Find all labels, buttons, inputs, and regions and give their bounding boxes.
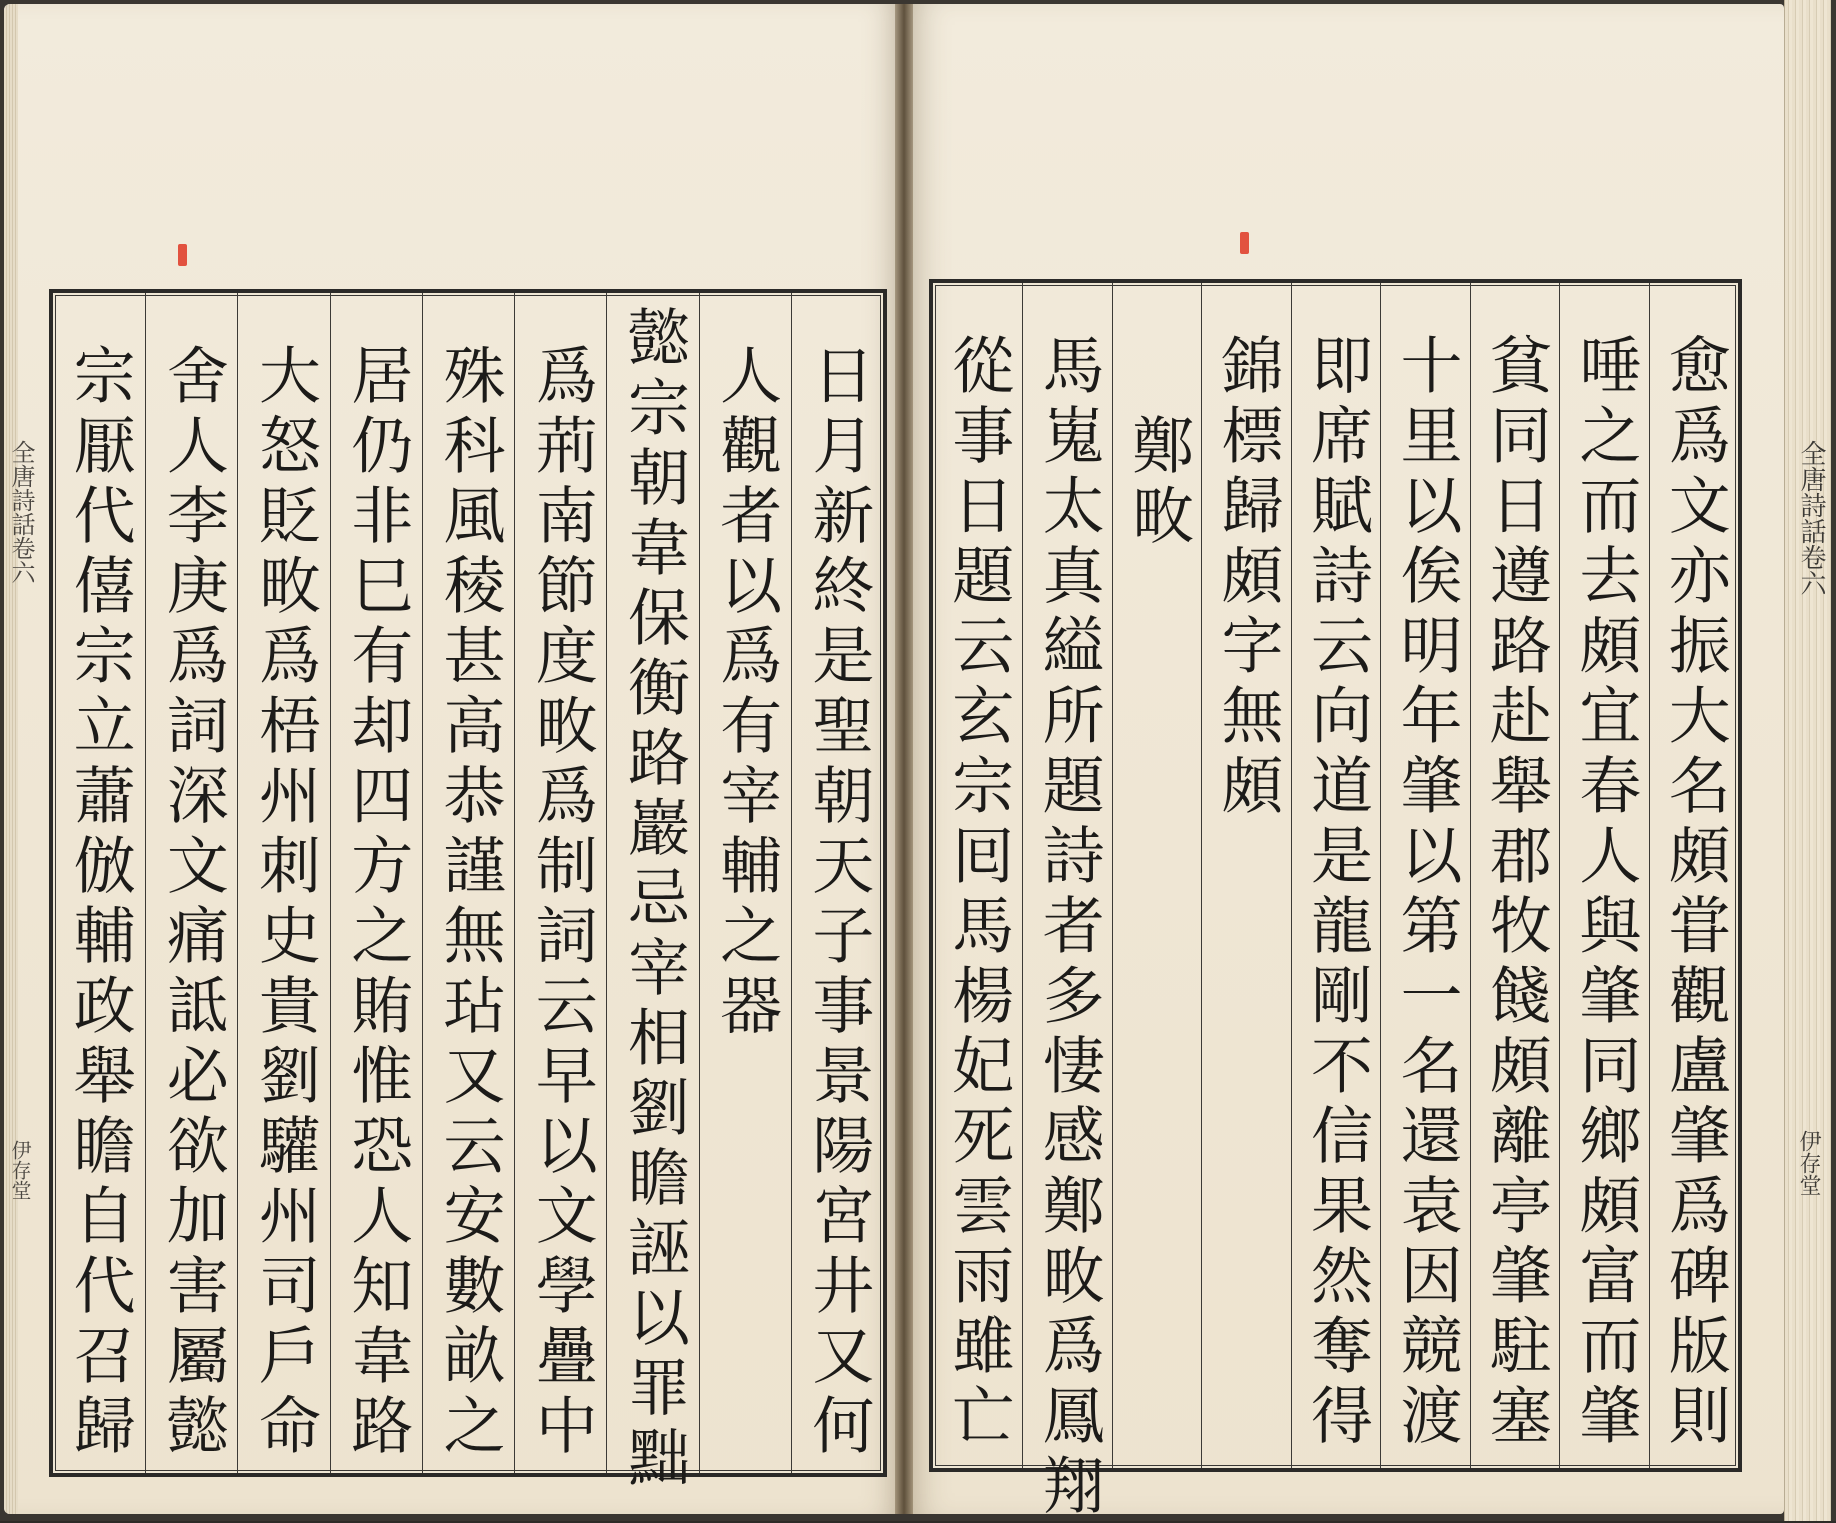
right_page-column-3 bbox=[1470, 283, 1560, 1468]
right_page-column-text: 錦標歸頗字無頗 bbox=[1211, 333, 1285, 823]
left_page-column-text: 爲荊南節度畋爲制詞云早以文學疊中 bbox=[525, 343, 599, 1463]
left-page bbox=[4, 4, 904, 1514]
right_page-column-5 bbox=[1291, 283, 1381, 1468]
left_page-column-text: 宗厭代僖宗立蕭倣輔政舉瞻自代召歸 bbox=[63, 343, 137, 1463]
left_page-column-3 bbox=[606, 293, 699, 1495]
right_page-column-1 bbox=[1649, 283, 1739, 1468]
right_page-column-6 bbox=[1201, 283, 1291, 1468]
left_page-column-text: 人觀者以爲有宰輔之器 bbox=[709, 343, 783, 1043]
center-label-right-bottom: 伊存堂 bbox=[1796, 1130, 1821, 1196]
left_page-column-text: 舍人李庚爲詞深文痛詆必欲加害屬懿 bbox=[156, 343, 230, 1463]
left_page-column-1 bbox=[791, 293, 884, 1473]
right_page-column-text: 鄭畋 bbox=[1121, 413, 1195, 553]
left-book-edge bbox=[4, 4, 18, 1514]
fore-edge-with-margin-labels bbox=[1784, 0, 1831, 1521]
left_page-column-text: 懿宗朝韋保衡路巖忌宰相劉瞻誣以罪黜 bbox=[617, 305, 691, 1495]
left-page-frame bbox=[49, 289, 887, 1495]
right_page-column-4 bbox=[1380, 283, 1470, 1468]
book-gutter bbox=[895, 4, 913, 1514]
left_page-column-6 bbox=[330, 293, 423, 1473]
right_page-column-8 bbox=[1022, 283, 1112, 1523]
right_page-column-text: 唾之而去頗宜春人與肇同鄉頗富而肇 bbox=[1568, 333, 1642, 1453]
right_page-column-text: 馬嵬太真縊所題詩者多悽感鄭畋爲鳳翔 bbox=[1032, 333, 1106, 1523]
right-page-frame bbox=[929, 279, 1742, 1523]
left_page-column-text: 居仍非巳有却四方之賄惟恐人知韋路 bbox=[340, 343, 414, 1463]
center-label-right: 全唐詩話卷六 bbox=[1796, 440, 1826, 596]
left_page-column-text: 大怒貶畋爲梧州刺史貴劉驩州司戶命 bbox=[248, 343, 322, 1463]
left_page-column-7 bbox=[237, 293, 330, 1473]
red-seal-mark-right bbox=[1240, 232, 1249, 254]
left_page-column-4 bbox=[514, 293, 607, 1473]
left_page-column-text: 日月新終是聖朝天子事景陽宮井又何 bbox=[801, 343, 875, 1463]
right_page-column-text: 即席賦詩云向道是龍剛不信果然奪得 bbox=[1300, 333, 1374, 1453]
left_page-column-8 bbox=[145, 293, 238, 1473]
center-label-left: 全唐詩話卷六 bbox=[7, 440, 35, 584]
left_page-column-9 bbox=[53, 293, 145, 1473]
center-label-left-bottom: 伊存堂 bbox=[8, 1140, 32, 1200]
right_page-column-text: 從事日題云玄宗囘馬楊妃死雲雨雖亡 bbox=[941, 333, 1015, 1453]
right_page-column-text: 愈爲文亦振大名頗甞觀盧肇爲碑版則 bbox=[1658, 333, 1732, 1453]
right_page-column-7 bbox=[1112, 283, 1202, 1468]
red-seal-mark-left bbox=[178, 244, 187, 266]
right-page bbox=[904, 4, 1784, 1523]
left_page-column-2 bbox=[699, 293, 792, 1473]
right_page-column-9 bbox=[933, 283, 1022, 1468]
left_page-column-5 bbox=[422, 293, 515, 1473]
right_page-column-text: 貧同日遵路赴舉郡牧餞頗離亭肇駐塞 bbox=[1479, 333, 1553, 1453]
left_page-column-text: 殊科風稜甚高恭謹無玷又云安數畝之 bbox=[432, 343, 506, 1463]
right_page-column-text: 十里以俟明年肇以第一名還袁因競渡 bbox=[1389, 333, 1463, 1453]
right_page-column-2 bbox=[1559, 283, 1649, 1468]
